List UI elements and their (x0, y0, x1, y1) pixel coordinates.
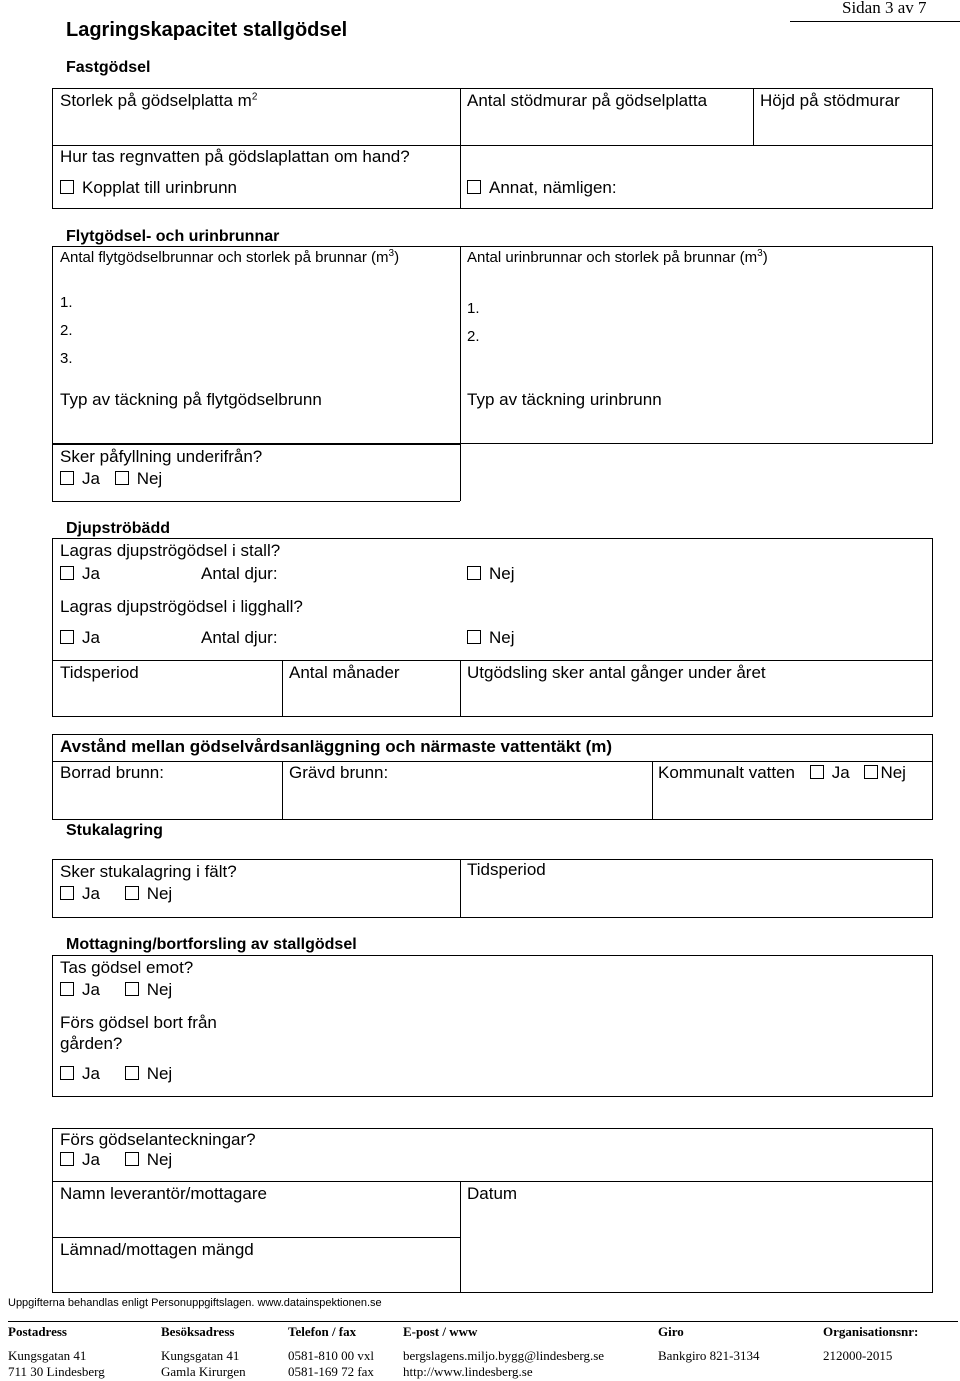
tackning-urinbrunn-label: Typ av täckning urinbrunn (467, 390, 662, 409)
footer-label-epost: E-post / www (403, 1324, 478, 1339)
list-item: 2. (60, 322, 73, 339)
page-number: Sidan 3 av 7 (842, 0, 927, 17)
checkbox-ja[interactable] (60, 471, 74, 485)
stukalagring-tidsperiod-label: Tidsperiod (467, 860, 546, 879)
tackning-flytgodselbrunn-label: Typ av täckning på flytgödselbrunn (60, 390, 322, 409)
footer-label-giro: Giro (658, 1324, 684, 1339)
list-item: 3. (60, 350, 73, 367)
list-item: 1. (60, 294, 73, 311)
footer-label-telefon: Telefon / fax (288, 1324, 357, 1339)
section-heading-stukalagring: Stukalagring (66, 822, 163, 839)
footer-label-besoksadress: Besöksadress (161, 1324, 235, 1339)
pafyllning-options[interactable]: Ja Nej (60, 469, 162, 489)
flytgodsel-table (52, 246, 933, 444)
checkbox-nej[interactable] (125, 1152, 139, 1166)
bort-fran-garden-question-line2: gården? (60, 1034, 123, 1053)
checkbox[interactable] (60, 566, 74, 580)
checkbox[interactable] (60, 630, 74, 644)
ligghall-nej-option[interactable]: Nej (467, 628, 515, 648)
footer-orgnr-value: 212000-2015 (823, 1348, 893, 1363)
footer-rule (8, 1321, 958, 1322)
footer-email-link[interactable]: bergslagens.miljo.bygg@lindesberg.se (403, 1348, 605, 1363)
option-kopplat-urinbrunn[interactable]: Kopplat till urinbrunn (60, 178, 237, 198)
datum-label: Datum (467, 1184, 518, 1203)
bort-fran-garden-options[interactable]: Ja Nej (60, 1064, 172, 1084)
list-item: 1. (467, 300, 480, 317)
checkbox-ja[interactable] (60, 982, 74, 996)
stall-antal-djur-label: Antal djur: (201, 564, 278, 583)
footer-postadress-line2: 711 30 Lindesberg (8, 1364, 105, 1379)
section-heading-mottagning: Mottagning/bortforsling av stallgödsel (66, 936, 357, 953)
checkbox[interactable] (467, 566, 481, 580)
footer-label-orgnr: Organisationsnr: (823, 1324, 919, 1339)
tidsperiod-label: Tidsperiod (60, 663, 139, 682)
hojd-stodmurar-label: Höjd på stödmurar (760, 91, 900, 110)
header-rule (790, 21, 960, 22)
antal-stodmurar-label: Antal stödmurar på gödselplatta (467, 91, 708, 110)
anteckningar-question: Förs gödselanteckningar? (60, 1130, 256, 1149)
checkbox[interactable] (467, 630, 481, 644)
anteckningar-options[interactable]: Ja Nej (60, 1150, 172, 1170)
footer-postadress-line1: Kungsgatan 41 (8, 1348, 87, 1363)
checkbox[interactable] (467, 180, 481, 194)
footer-giro-value: Bankgiro 821-3134 (658, 1348, 760, 1363)
anteckningar-table (52, 1128, 933, 1293)
section-heading-djupstrobadd: Djupströbädd (66, 520, 170, 537)
mangd-label: Lämnad/mottagen mängd (60, 1240, 254, 1259)
checkbox-ja[interactable] (810, 765, 824, 779)
stall-nej-option[interactable]: Nej (467, 564, 515, 584)
footer-besoksadress-line2: Gamla Kirurgen (161, 1364, 246, 1379)
bort-fran-garden-question-line1: Förs gödsel bort från (60, 1013, 217, 1032)
checkbox-ja[interactable] (60, 1152, 74, 1166)
checkbox[interactable] (60, 180, 74, 194)
section-heading-flytgodsel: Flytgödsel- och urinbrunnar (66, 228, 280, 245)
section-heading-fastgodsel: Fastgödsel (66, 59, 151, 76)
antal-manader-label: Antal månader (289, 663, 400, 682)
checkbox-nej[interactable] (864, 765, 878, 779)
privacy-notice: Uppgifterna behandlas enligt Personuppgiftslagen. www.datainspektionen.se (8, 1297, 382, 1309)
stukalagring-question: Sker stukalagring i fält? (60, 862, 237, 881)
page-title: Lagringskapacitet stallgödsel (66, 19, 348, 41)
footer-besoksadress-line1: Kungsgatan 41 (161, 1348, 240, 1363)
ligghall-ja-option[interactable]: Ja (60, 628, 100, 648)
utgodsling-label: Utgödsling sker antal gånger under året (467, 663, 766, 682)
stukalagring-options[interactable]: Ja Nej (60, 884, 172, 904)
urinbrunnar-label: Antal urinbrunnar och storlek på brunnar $(m^3)$ (467, 248, 768, 266)
checkbox-ja[interactable] (60, 1066, 74, 1080)
tas-emot-options[interactable]: Ja Nej (60, 980, 172, 1000)
borrad-brunn-label: Borrad brunn: (60, 763, 164, 782)
pafyllning-question: Sker påfyllning underifrån? (60, 447, 263, 466)
ligghall-antal-djur-label: Antal djur: (201, 628, 278, 647)
kommunalt-vatten-options[interactable]: Kommunalt vatten Ja Nej (658, 763, 906, 782)
list-item: 2. (467, 328, 480, 345)
namn-leverantor-label: Namn leverantör/mottagare (60, 1184, 267, 1203)
flytgodselbrunnar-label: Antal flytgödselbrunnar och storlek på brunnar $(m^3)$ (60, 248, 400, 266)
checkbox-nej[interactable] (125, 1066, 139, 1080)
checkbox-nej[interactable] (115, 471, 129, 485)
checkbox-nej[interactable] (125, 886, 139, 900)
avstand-heading: Avstånd mellan gödselvårdsanläggning och närmaste vattentäkt (m) (60, 737, 613, 756)
stall-ja-option[interactable]: Ja (60, 564, 100, 584)
storlek-gödselplatta-label: Storlek på gödselplatta $m^2$ (60, 91, 258, 110)
regnvatten-question: Hur tas regnvatten på gödslaplattan om hand? (60, 147, 410, 166)
footer-web-link[interactable]: http://www.lindesberg.se (403, 1364, 533, 1379)
stall-question: Lagras djupströgödsel i stall? (60, 541, 281, 560)
footer-telefon-line1: 0581-810 00 vxl (288, 1348, 374, 1363)
footer-label-postadress: Postadress (8, 1324, 67, 1339)
gravd-brunn-label: Grävd brunn: (289, 763, 389, 782)
ligghall-question: Lagras djupströgödsel i ligghall? (60, 597, 303, 616)
checkbox-ja[interactable] (60, 886, 74, 900)
footer-telefon-line2: 0581-169 72 fax (288, 1364, 374, 1379)
checkbox-nej[interactable] (125, 982, 139, 996)
option-annat[interactable]: Annat, nämligen: (467, 178, 617, 198)
tas-emot-question: Tas gödsel emot? (60, 958, 194, 977)
